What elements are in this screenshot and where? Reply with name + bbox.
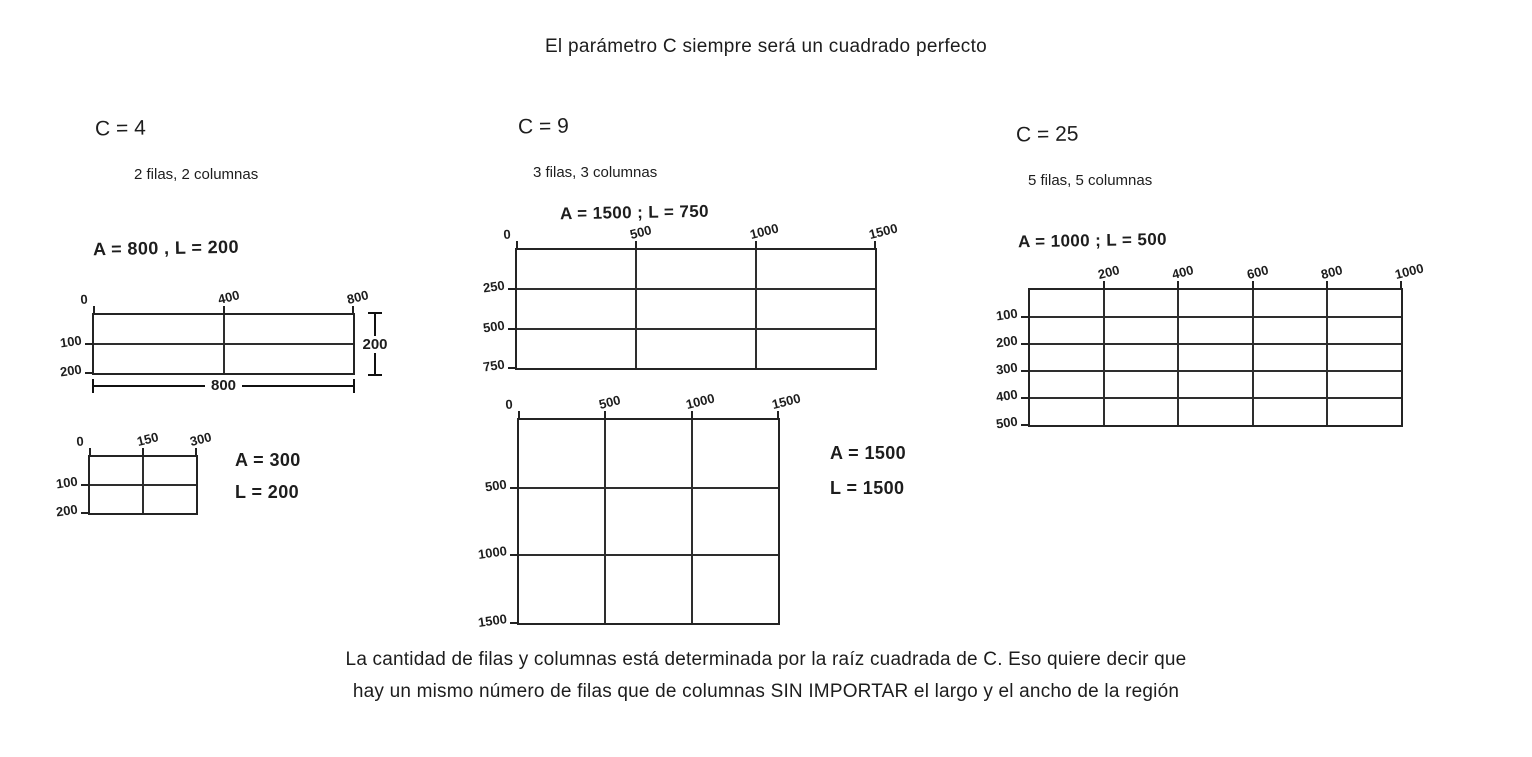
grid-c4-main: [59, 287, 371, 380]
x-tick-label: 150: [135, 429, 161, 449]
x-tick-label: 0: [75, 433, 85, 449]
x-tick-label: 1000: [684, 390, 716, 412]
y-tick-label: 500: [484, 476, 508, 495]
x-tick-label: 800: [1319, 262, 1344, 282]
x-tick: [502, 226, 518, 250]
x-tick-label: 200: [1096, 262, 1122, 282]
y-tick-label: 750: [482, 356, 506, 375]
y-tick: [482, 356, 517, 375]
y-tick: [484, 476, 519, 495]
x-tick: [1096, 262, 1122, 290]
x-tick: [684, 390, 716, 420]
area-label: A = 1500: [830, 443, 907, 463]
y-tick-label: 200: [59, 361, 83, 380]
footer-line-2: hay un mismo número de filas que de columnas SIN IMPORTAR el largo y el ancho de la región: [352, 681, 1180, 702]
example-c4-heading: C = 4: [94, 116, 146, 141]
grid-c9-square: [477, 390, 803, 630]
y-tick: [55, 473, 90, 492]
x-tick: [628, 222, 654, 250]
x-tick: [188, 429, 214, 457]
y-tick-label: 250: [482, 277, 506, 296]
x-tick: [867, 220, 900, 250]
x-tick: [1244, 262, 1270, 290]
area-label: A = 300: [235, 450, 301, 470]
y-tick-label: 200: [995, 332, 1019, 351]
y-tick: [482, 277, 517, 296]
x-tick-label: 600: [1244, 262, 1270, 282]
footer-line-1: La cantidad de filas y columnas está determinada por la raíz cuadrada de C. Eso quiere decir que: [345, 649, 1187, 670]
y-tick-label: 100: [59, 332, 83, 351]
y-tick-label: 100: [995, 305, 1019, 324]
grid-line: [1030, 316, 1401, 318]
y-tick-label: 1500: [477, 611, 508, 630]
x-tick: [1170, 262, 1196, 290]
x-tick-label: 0: [79, 291, 89, 307]
x-tick: [748, 220, 780, 250]
x-tick-label: 800: [345, 287, 371, 307]
dimension-line: [94, 385, 205, 387]
footer-note: [36, 644, 1496, 708]
grid-line: [90, 484, 196, 486]
y-tick: [55, 501, 90, 520]
y-tick-label: 100: [55, 473, 79, 492]
y-tick-label: 200: [55, 501, 79, 520]
y-tick-label: 1000: [477, 543, 508, 563]
y-tick: [995, 305, 1030, 324]
x-tick-label: 0: [504, 396, 514, 412]
y-tick: [995, 386, 1030, 405]
grid-line: [1252, 290, 1254, 425]
example-c9-params: A = 1500 ; L = 750: [559, 201, 710, 224]
x-tick: [79, 291, 95, 315]
y-tick: [59, 361, 94, 380]
grid-line: [94, 343, 353, 345]
example-c4-params: A = 800 , L = 200: [92, 236, 240, 260]
grid-line: [1030, 397, 1401, 399]
x-tick-label: 500: [628, 222, 654, 242]
x-tick-label: 400: [215, 287, 241, 307]
grid-line: [691, 420, 693, 623]
y-tick: [995, 359, 1030, 378]
grid-line: [1103, 290, 1105, 425]
example-c25-heading: C = 25: [1015, 122, 1079, 147]
y-tick-label: 500: [482, 317, 506, 336]
example-c25-subtitle: 5 filas, 5 columnas: [1028, 172, 1153, 189]
y-tick: [995, 413, 1030, 432]
example-c25-params: A = 1000 ; L = 500: [1017, 229, 1168, 252]
grid-c25: [995, 260, 1426, 432]
x-tick: [75, 433, 91, 457]
x-tick-label: 1500: [770, 390, 803, 412]
x-tick: [1393, 260, 1426, 290]
grid-line: [517, 288, 875, 290]
dimension-cap: [353, 379, 355, 393]
x-tick: [1319, 262, 1344, 290]
grid-line: [755, 250, 757, 368]
grid-line: [1177, 290, 1179, 425]
x-tick-label: 1000: [748, 220, 780, 242]
x-tick-label: 300: [188, 429, 214, 449]
example-c4-subtitle: 2 filas, 2 columnas: [134, 166, 259, 183]
page-title: El parámetro C siempre será un cuadrado perfecto: [544, 36, 988, 57]
dimension-stem: [374, 314, 376, 336]
grid-line: [1030, 370, 1401, 372]
x-tick-label: 1500: [867, 220, 900, 242]
x-tick: [345, 287, 371, 315]
y-tick-label: 500: [995, 413, 1019, 432]
grid-line: [519, 487, 778, 489]
x-tick-label: 500: [597, 392, 623, 412]
x-tick: [135, 429, 161, 457]
dimension-cap: [368, 374, 382, 376]
length-label: L = 1500: [830, 478, 905, 498]
x-tick: [770, 390, 803, 420]
width-dimension-label: 800: [210, 377, 237, 394]
height-dimension: [360, 312, 390, 376]
grid-line: [604, 420, 606, 623]
x-tick-label: 400: [1170, 262, 1196, 282]
length-label: L = 200: [235, 482, 300, 502]
height-dimension-label: 200: [362, 335, 388, 353]
x-tick: [215, 287, 241, 315]
y-tick: [59, 332, 94, 351]
y-tick: [477, 543, 519, 563]
x-tick: [597, 392, 623, 420]
dimension-stem: [374, 353, 376, 375]
width-dimension: [92, 378, 355, 393]
x-tick: [504, 396, 520, 420]
grid-line: [635, 250, 637, 368]
grid-line: [517, 328, 875, 330]
grid-c9-wide: [482, 220, 900, 375]
grid-c4-small: [55, 429, 214, 520]
y-tick-label: 400: [995, 386, 1019, 405]
y-tick: [482, 317, 517, 336]
y-tick: [995, 332, 1030, 351]
x-tick-label: 1000: [1393, 260, 1426, 282]
grid-line: [1326, 290, 1328, 425]
y-tick: [477, 611, 519, 630]
example-c9-subtitle: 3 filas, 3 columnas: [533, 164, 658, 181]
example-c9-heading: C = 9: [517, 114, 569, 139]
y-tick-label: 300: [995, 359, 1019, 378]
grid-line: [519, 554, 778, 556]
x-tick-label: 0: [502, 226, 512, 242]
grid-line: [1030, 343, 1401, 345]
dimension-line: [242, 385, 353, 387]
